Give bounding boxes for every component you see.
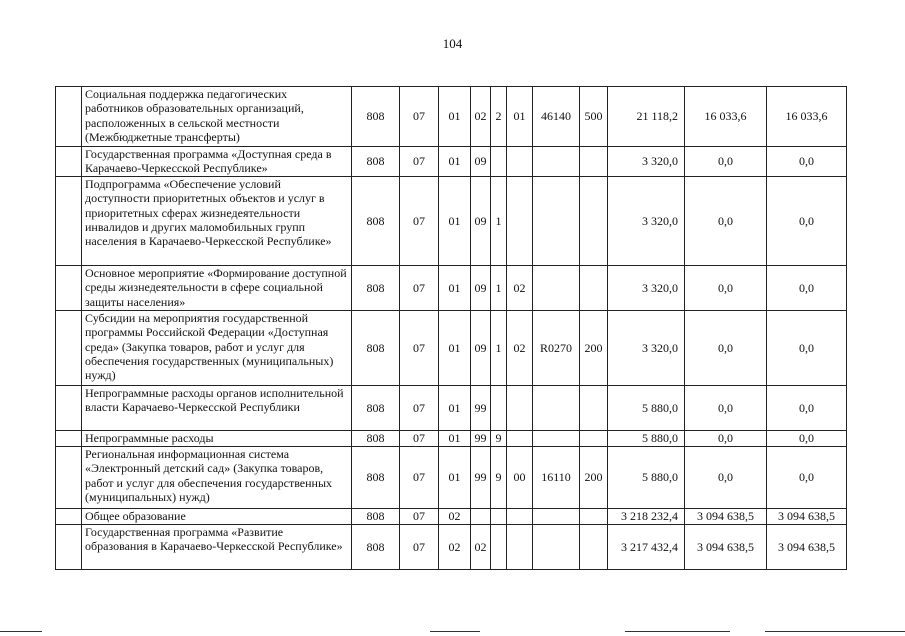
table-row xyxy=(56,524,847,569)
scan-edge-mark xyxy=(430,631,480,632)
blank-cell xyxy=(56,310,82,385)
sum-year-1: 21 118,2 xyxy=(608,87,685,147)
expense-type-code xyxy=(580,385,608,430)
direction-code xyxy=(533,385,580,430)
blank-cell xyxy=(56,385,82,430)
row-name: Непрограммные расходы органов исполнительной власти Карачаево-Черкесской Республики xyxy=(82,385,352,430)
sum-year-2: 0,0 xyxy=(685,147,767,177)
row-name: Основное мероприятие «Формирование доступной среды жизнедеятельности в сфере социальной защиты населения» xyxy=(82,265,352,310)
grbs-code: 808 xyxy=(352,385,400,430)
section-code: 07 xyxy=(400,176,439,265)
sum-year-2: 0,0 xyxy=(685,265,767,310)
scan-edge-mark xyxy=(625,631,730,632)
subsection-code: 01 xyxy=(439,385,471,430)
program-code: 09 xyxy=(471,147,491,177)
event-code: 01 xyxy=(507,87,533,147)
subprogram-code: 9 xyxy=(491,446,507,508)
table-row xyxy=(56,508,847,524)
sum-year-2: 0,0 xyxy=(685,430,767,446)
expense-type-code xyxy=(580,430,608,446)
event-code: 02 xyxy=(507,265,533,310)
expense-type-code: 200 xyxy=(580,310,608,385)
sum-year-2: 0,0 xyxy=(685,446,767,508)
subsection-code: 01 xyxy=(439,87,471,147)
subprogram-code: 1 xyxy=(491,310,507,385)
scan-edge-mark xyxy=(0,631,42,632)
sum-year-1: 3 320,0 xyxy=(608,265,685,310)
event-code xyxy=(507,385,533,430)
sum-year-3: 0,0 xyxy=(767,446,847,508)
section-code: 07 xyxy=(400,430,439,446)
expense-type-code: 500 xyxy=(580,87,608,147)
sum-year-3: 3 094 638,5 xyxy=(767,508,847,524)
subprogram-code: 2 xyxy=(491,87,507,147)
expense-type-code xyxy=(580,508,608,524)
subsection-code: 02 xyxy=(439,508,471,524)
scan-edge-mark xyxy=(765,631,905,632)
grbs-code: 808 xyxy=(352,430,400,446)
program-code: 09 xyxy=(471,310,491,385)
sum-year-2: 0,0 xyxy=(685,310,767,385)
blank-cell xyxy=(56,508,82,524)
subprogram-code xyxy=(491,147,507,177)
blank-cell xyxy=(56,265,82,310)
sum-year-3: 0,0 xyxy=(767,147,847,177)
row-name: Общее образование xyxy=(82,508,352,524)
grbs-code: 808 xyxy=(352,446,400,508)
sum-year-3: 3 094 638,5 xyxy=(767,524,847,569)
sum-year-3: 0,0 xyxy=(767,176,847,265)
subprogram-code: 1 xyxy=(491,265,507,310)
direction-code xyxy=(533,265,580,310)
expense-type-code xyxy=(580,265,608,310)
blank-cell xyxy=(56,176,82,265)
subprogram-code: 9 xyxy=(491,430,507,446)
table-row xyxy=(56,147,847,177)
expense-type-code: 200 xyxy=(580,446,608,508)
grbs-code: 808 xyxy=(352,524,400,569)
event-code xyxy=(507,430,533,446)
subprogram-code xyxy=(491,508,507,524)
expense-type-code xyxy=(580,524,608,569)
sum-year-1: 5 880,0 xyxy=(608,430,685,446)
grbs-code: 808 xyxy=(352,147,400,177)
table-row xyxy=(56,310,847,385)
expense-type-code xyxy=(580,147,608,177)
sum-year-1: 5 880,0 xyxy=(608,385,685,430)
sum-year-3: 0,0 xyxy=(767,385,847,430)
sum-year-2: 3 094 638,5 xyxy=(685,524,767,569)
section-code: 07 xyxy=(400,524,439,569)
subsection-code: 01 xyxy=(439,310,471,385)
subsection-code: 01 xyxy=(439,176,471,265)
grbs-code: 808 xyxy=(352,310,400,385)
page-number: 104 xyxy=(442,36,463,51)
grbs-code: 808 xyxy=(352,508,400,524)
blank-cell xyxy=(56,430,82,446)
event-code xyxy=(507,524,533,569)
event-code xyxy=(507,508,533,524)
sum-year-2: 16 033,6 xyxy=(685,87,767,147)
subsection-code: 01 xyxy=(439,265,471,310)
expense-type-code xyxy=(580,176,608,265)
section-code: 07 xyxy=(400,87,439,147)
sum-year-3: 16 033,6 xyxy=(767,87,847,147)
sum-year-1: 3 218 232,4 xyxy=(608,508,685,524)
table-row xyxy=(56,87,847,147)
blank-cell xyxy=(56,87,82,147)
direction-code xyxy=(533,176,580,265)
section-code: 07 xyxy=(400,508,439,524)
blank-cell xyxy=(56,147,82,177)
sum-year-2: 0,0 xyxy=(685,176,767,265)
section-code: 07 xyxy=(400,385,439,430)
table-row xyxy=(56,385,847,430)
sum-year-1: 3 320,0 xyxy=(608,176,685,265)
program-code: 02 xyxy=(471,87,491,147)
subprogram-code xyxy=(491,524,507,569)
row-name: Социальная поддержка педагогических работников образовательных организаций, расположенных в сельской местности (Межбюджетные трансферты) xyxy=(82,87,352,147)
event-code xyxy=(507,176,533,265)
row-name: Подпрограмма «Обеспечение условий доступности приоритетных объектов и услуг в приоритетных сферах жизнедеятельности инвалидов и других маломобильных групп населения в Карачаево-Черкесской Республике» xyxy=(82,176,352,265)
sum-year-1: 3 217 432,4 xyxy=(608,524,685,569)
event-code: 02 xyxy=(507,310,533,385)
grbs-code: 808 xyxy=(352,87,400,147)
subprogram-code: 1 xyxy=(491,176,507,265)
sum-year-2: 0,0 xyxy=(685,385,767,430)
blank-cell xyxy=(56,446,82,508)
event-code: 00 xyxy=(507,446,533,508)
budget-table xyxy=(55,86,847,570)
event-code xyxy=(507,147,533,177)
subsection-code: 01 xyxy=(439,147,471,177)
direction-code xyxy=(533,524,580,569)
table-row xyxy=(56,265,847,310)
subprogram-code xyxy=(491,385,507,430)
row-name: Государственная программа «Развитие образования в Карачаево-Черкесской Республике» xyxy=(82,524,352,569)
direction-code: R0270 xyxy=(533,310,580,385)
program-code: 99 xyxy=(471,385,491,430)
direction-code: 46140 xyxy=(533,87,580,147)
program-code: 99 xyxy=(471,430,491,446)
direction-code xyxy=(533,147,580,177)
sum-year-1: 3 320,0 xyxy=(608,147,685,177)
table-row xyxy=(56,430,847,446)
subsection-code: 02 xyxy=(439,524,471,569)
sum-year-1: 3 320,0 xyxy=(608,310,685,385)
subsection-code: 01 xyxy=(439,430,471,446)
section-code: 07 xyxy=(400,446,439,508)
grbs-code: 808 xyxy=(352,176,400,265)
sum-year-3: 0,0 xyxy=(767,265,847,310)
section-code: 07 xyxy=(400,310,439,385)
sum-year-3: 0,0 xyxy=(767,430,847,446)
program-code: 09 xyxy=(471,265,491,310)
table-row xyxy=(56,176,847,265)
row-name: Непрограммные расходы xyxy=(82,430,352,446)
row-name: Государственная программа «Доступная среда в Карачаево-Черкесской Республике» xyxy=(82,147,352,177)
sum-year-2: 3 094 638,5 xyxy=(685,508,767,524)
row-name: Субсидии на мероприятия государственной программы Российской Федерации «Доступная среда» (Закупка товаров, работ и услуг для обеспечения государственных (муниципальных) нужд) xyxy=(82,310,352,385)
section-code: 07 xyxy=(400,147,439,177)
row-name: Региональная информационная система «Электронный детский сад» (Закупка товаров, работ и услуг для обеспечения государственных (муниципальных) нужд) xyxy=(82,446,352,508)
sum-year-1: 5 880,0 xyxy=(608,446,685,508)
blank-cell xyxy=(56,524,82,569)
program-code: 09 xyxy=(471,176,491,265)
direction-code xyxy=(533,430,580,446)
section-code: 07 xyxy=(400,265,439,310)
program-code: 02 xyxy=(471,524,491,569)
subsection-code: 01 xyxy=(439,446,471,508)
program-code: 99 xyxy=(471,446,491,508)
program-code xyxy=(471,508,491,524)
direction-code xyxy=(533,508,580,524)
direction-code: 16110 xyxy=(533,446,580,508)
grbs-code: 808 xyxy=(352,265,400,310)
sum-year-3: 0,0 xyxy=(767,310,847,385)
table-row xyxy=(56,446,847,508)
